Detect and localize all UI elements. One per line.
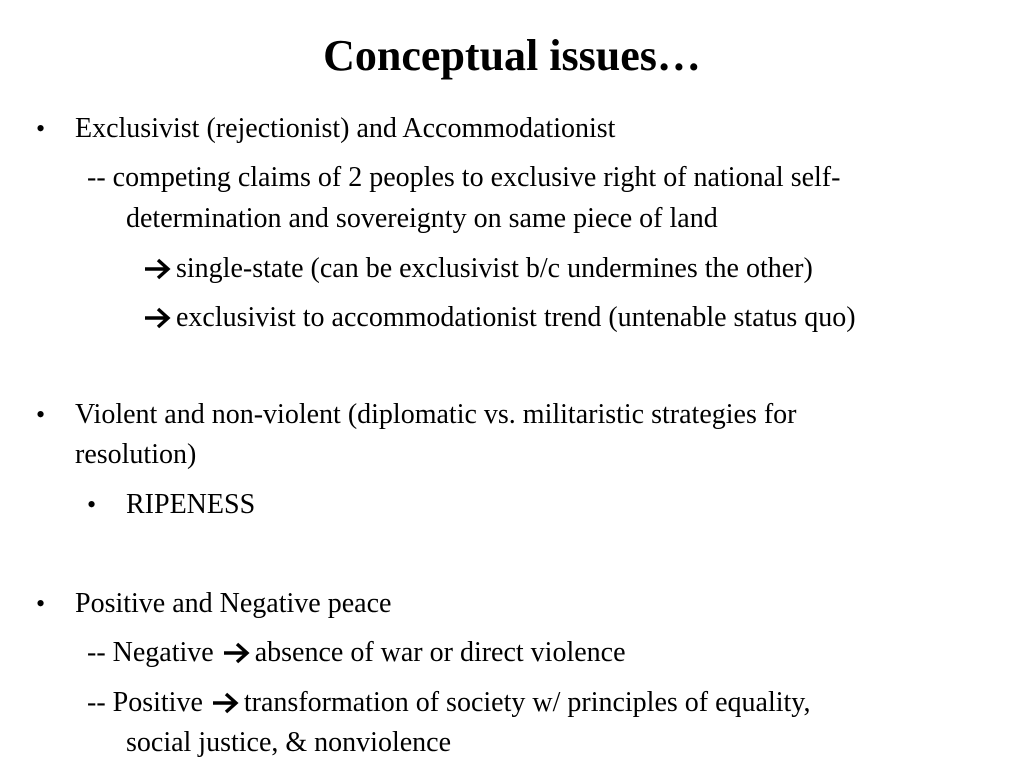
bullet-icon: • <box>36 589 46 618</box>
section3-negative-line <box>87 636 626 670</box>
slide-title: Conceptual issues… <box>323 31 701 80</box>
section3-heading: Positive and Negative peace <box>75 588 392 619</box>
arrow-item1-text: single-state (can be exclusivist b/c undermines the other) <box>176 253 813 284</box>
right-arrow-icon <box>142 252 176 286</box>
section2-heading-line2: resolution) <box>75 439 197 470</box>
right-arrow-icon <box>142 301 176 335</box>
bullet-icon: • <box>87 490 97 519</box>
positive-prefix: -- Positive <box>87 687 203 718</box>
section1-arrow-item2 <box>142 301 856 335</box>
negative-text: absence of war or direct violence <box>254 637 626 668</box>
section1-heading: Exclusivist (rejectionist) and Accommodationist <box>75 113 616 144</box>
section2-sub-bullet: RIPENESS <box>126 489 256 520</box>
right-arrow-icon <box>210 686 244 720</box>
bullet-icon: • <box>36 114 46 143</box>
bullet-icon: • <box>36 400 46 429</box>
section1-sub-line2: determination and sovereignty on same piece of land <box>126 203 718 234</box>
section1-arrow-item1 <box>142 252 813 286</box>
section3-positive-line <box>87 686 810 720</box>
section2-heading-line1: Violent and non-violent (diplomatic vs. militaristic strategies for <box>75 399 797 430</box>
arrow-item2-text: exclusivist to accommodationist trend (untenable status quo) <box>176 302 856 333</box>
negative-prefix: -- Negative <box>87 637 214 668</box>
section1-sub-line1: -- competing claims of 2 peoples to exclusive right of national self- <box>87 162 841 193</box>
section3-positive-line2: social justice, & nonviolence <box>126 727 452 758</box>
positive-text-line1: transformation of society w/ principles of equality, <box>243 687 811 718</box>
right-arrow-icon <box>221 636 255 670</box>
